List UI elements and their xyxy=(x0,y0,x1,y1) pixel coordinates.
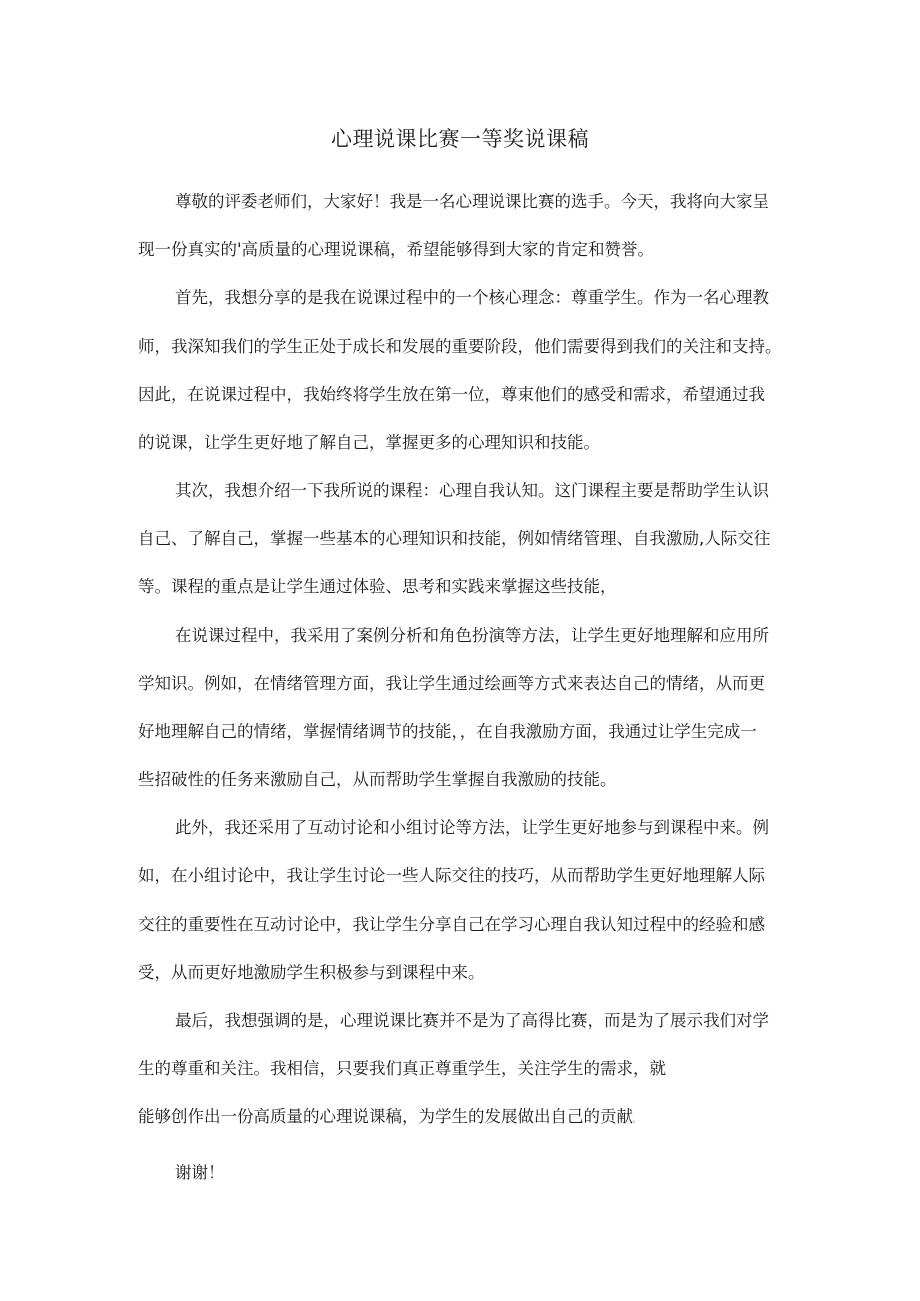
text-line: 首先，我想分享的是我在说课过程中的一个核心理念：尊重学生。作为一名心理教 xyxy=(175,288,769,307)
text-line: 些招破性的任务来激励自己，从而帮助学生掌握自我激励的技能。 xyxy=(138,770,617,789)
page-title: 心理说课比赛一等奖说课稿 xyxy=(331,127,589,151)
text-line: 此外，我还采用了互动讨论和小组讨论等方法，让学生更好地参与到课程中来。例 xyxy=(175,818,769,837)
text-line: 最后，我想强调的是，心理说课比赛并不是为了高得比赛，而是为了展示我们对学 xyxy=(175,1011,769,1030)
text-line: 如，在小组讨论中，我让学生讨论一些人际交往的技巧，从而帮助学生更好地理解人际 xyxy=(138,866,765,885)
text-line: 学知识。例如，在情绪管理方面，我让学生通过绘画等方式来表达自己的情绪，从而更 xyxy=(138,674,765,693)
text-line: 交往的重要性在互动讨论中，我让学生分享自己在学习心理自我认知过程中的经验和感 xyxy=(138,915,765,934)
end-mark: 。 xyxy=(633,1117,640,1124)
text-line: 自己、了解自己，掌握一些基本的心理知识和技能，例如情绪管理、自我激励,人际交往 xyxy=(138,529,771,548)
text-line: 其次，我想介绍一下我所说的课程：心理自我认知。这门课程主要是帮助学生认识 xyxy=(175,481,769,500)
text-line: 在说课过程中，我采用了案例分析和角色扮演等方法，让学生更好地理解和应用所 xyxy=(175,626,769,645)
text-line: 好地理解自己的情绪，掌握情绪调节的技能，，在自我激励方面，我通过让学生完成一 xyxy=(138,722,757,741)
text-line: 因此，在说课过程中，我始终将学生放在第一位，尊束他们的感受和需求，希望通过我 xyxy=(138,385,765,404)
text-line: 等。课程的重点是让学生通过体验、思考和实践来掌握这些技能， xyxy=(138,577,617,596)
text-line: 现一份真实的'高质量的心理说课稿，希望能够得到大家的肯定和赞誉。 xyxy=(138,240,655,259)
closing-text: 谢谢！ xyxy=(175,1163,225,1182)
text-line: 生的尊重和关注。我相信，只要我们真正尊重学生，关注学生的需求，就 xyxy=(138,1059,666,1078)
text-line: 的说课，让学生更好地了解自己，掌握更多的心理知识和技能。 xyxy=(138,433,600,452)
text-line: 受，从而更好地激励学生积极参与到课程中来。 xyxy=(138,963,485,982)
text-line: 师，我深知我们的学生正处于成长和发展的重要阶段，他们需要得到我们的关注和支持。 xyxy=(138,337,782,356)
text-line: 尊敬的评委老师们，大家好！我是一名心理说课比赛的选手。今天，我将向大家呈 xyxy=(175,192,769,211)
text-line xyxy=(138,1105,639,1133)
text-line-content: 能够创作出一份高质量的心理说课稿，为学生的发展做出自己的贡献 xyxy=(138,1107,633,1126)
